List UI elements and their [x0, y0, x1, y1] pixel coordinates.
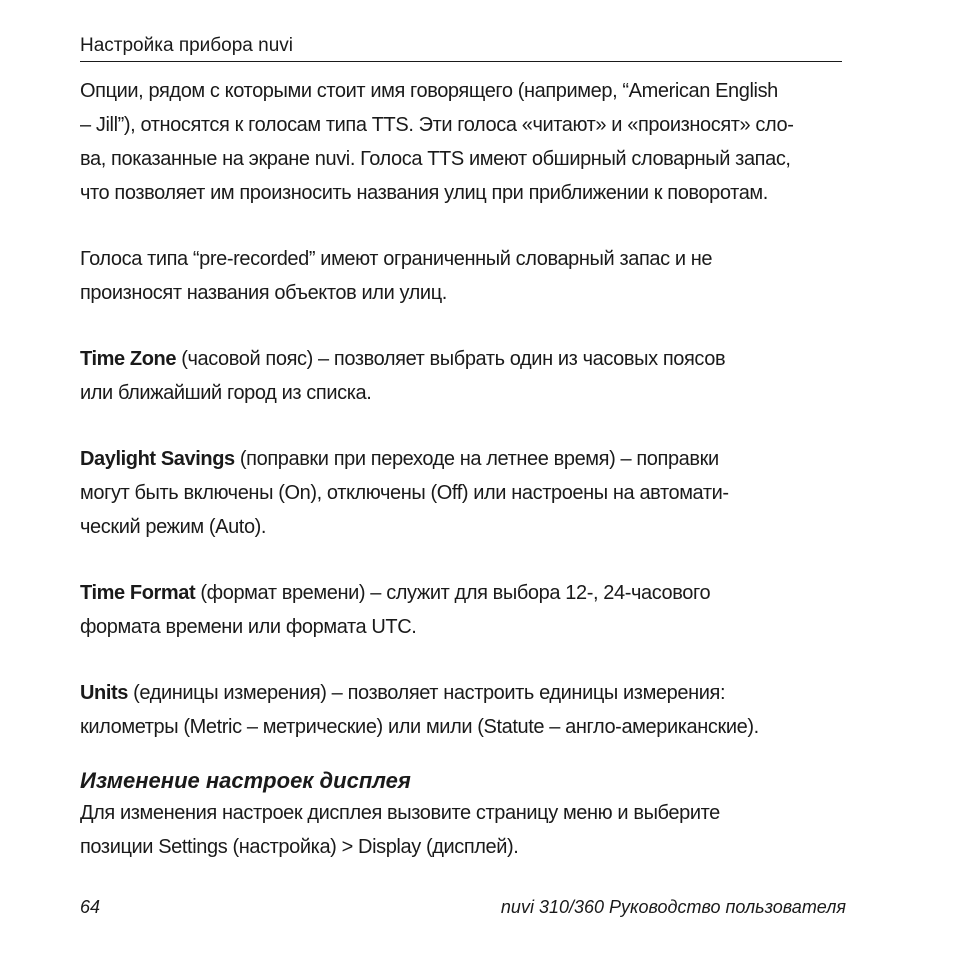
- term-description: (единицы измерения) – позволяет настроить единицы измерения:: [128, 682, 726, 704]
- paragraph-units: [80, 676, 848, 744]
- paragraph-display-settings: [80, 796, 848, 864]
- section-heading-display-settings: Изменение настроек дисплея: [80, 768, 411, 793]
- term-time-zone: Time Zone: [80, 348, 177, 370]
- term-units: Units: [80, 682, 129, 704]
- page-number: 64: [80, 897, 101, 917]
- text-line: позиции Settings (настройка) > Display (дисплей).: [80, 836, 519, 858]
- text-line: километры (Metric – метрические) или мили (Statute – англо-американские).: [80, 716, 759, 738]
- paragraph-tts-voices: [80, 74, 848, 210]
- text-line: [80, 676, 848, 710]
- paragraph-daylight-savings: [80, 442, 848, 544]
- term-description: (формат времени) – служит для выбора 12-, 24-часового: [195, 582, 711, 604]
- term-description: (часовой пояс) – позволяет выбрать один из часовых поясов: [176, 348, 726, 370]
- page-content: [80, 74, 848, 864]
- text-line: ва, показанные на экране nuvi. Голоса TTS имеют обширный словарный запас,: [80, 148, 791, 170]
- term-description: (поправки при переходе на летнее время) – поправки: [234, 448, 719, 470]
- text-line: Голоса типа “pre-recorded” имеют ограниченный словарный запас и не: [80, 248, 713, 270]
- term-daylight-savings: Daylight Savings: [80, 448, 235, 470]
- text-line: произносят названия объектов или улиц.: [80, 282, 447, 304]
- term-time-format: Time Format: [80, 582, 196, 604]
- text-line: [80, 442, 848, 476]
- running-header: Настройка прибора nuvi: [80, 34, 842, 62]
- text-line: формата времени или формата UTC.: [80, 616, 417, 638]
- paragraph-prerecorded-voices: [80, 242, 848, 310]
- text-line: могут быть включены (On), отключены (Off) или настроены на автомати-: [80, 482, 729, 504]
- paragraph-time-zone: [80, 342, 848, 410]
- paragraph-time-format: [80, 576, 848, 644]
- text-line: ческий режим (Auto).: [80, 516, 267, 538]
- text-line: [80, 576, 848, 610]
- text-line: или ближайший город из списка.: [80, 382, 372, 404]
- manual-title: nuvi 310/360 Руководство пользователя: [500, 897, 846, 917]
- text-line: что позволяет им произносить названия улиц при приближении к поворотам.: [80, 182, 768, 204]
- text-line: Для изменения настроек дисплея вызовите страницу меню и выберите: [80, 802, 720, 824]
- text-line: – Jill”), относятся к голосам типа TTS. Эти голоса «читают» и «произносят» сло-: [80, 114, 794, 136]
- text-line: Опции, рядом с которыми стоит имя говорящего (например, “American English: [80, 80, 778, 102]
- text-line: [80, 342, 848, 376]
